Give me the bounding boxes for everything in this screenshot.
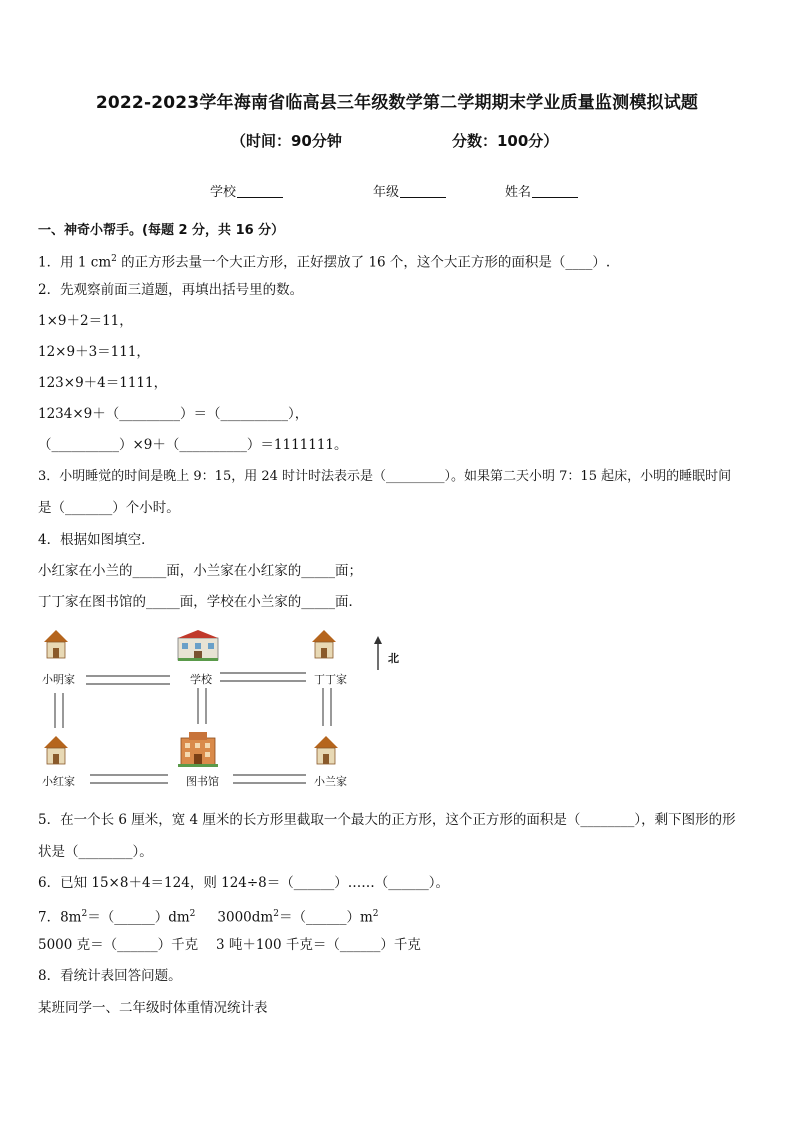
north-label: 北: [388, 652, 399, 665]
q7-b1-sup: 2: [273, 909, 279, 919]
question-2-stem: 2．先观察前面三道题，再填出括号里的数。: [38, 282, 304, 298]
name-blank[interactable]: [532, 185, 578, 198]
north-arrow: [374, 636, 382, 670]
school-label: 学校: [210, 185, 237, 200]
label-library: 图书馆: [186, 775, 219, 788]
q1-sup: 2: [111, 254, 117, 264]
school-building-icon: [178, 630, 218, 661]
question-3-line2: 是（_______）个小时。: [38, 500, 180, 516]
house-icon: [312, 630, 336, 658]
name-field: [505, 181, 578, 200]
school-field: [210, 181, 283, 200]
q7-b2-sup: 2: [372, 909, 379, 919]
q7-b1: 3000dm: [217, 909, 274, 926]
question-8-stem: 8．看统计表回答问题。: [38, 968, 182, 984]
section-heading: 一、神奇小帮手。(每题 2 分，共 16 分）: [38, 223, 285, 238]
question-1: [38, 250, 610, 272]
question-8-table-title: 某班同学一、二年级时体重情况统计表: [38, 1000, 268, 1016]
q7-a2: ＝（______）dm: [87, 909, 190, 926]
house-icon: [44, 736, 68, 764]
label-school: 学校: [190, 673, 212, 686]
library-building-icon: [178, 732, 218, 767]
grade-blank[interactable]: [400, 185, 446, 198]
grade-label: 年级: [373, 185, 400, 200]
house-icon: [44, 630, 68, 658]
question-2-line5: （__________）×9＋（__________）＝1111111。: [38, 437, 348, 453]
q1-text-b: 的正方形去量一个大正方形，正好摆放了 16 个，这个大正方形的面积是（____）.: [116, 254, 611, 271]
label-xiaolan-home: 小兰家: [314, 775, 347, 788]
label-xiaoming-home: 小明家: [42, 673, 75, 686]
q7-a1: 7．8m: [38, 909, 82, 926]
name-label: 姓名: [505, 185, 532, 200]
map-roads: [38, 628, 418, 798]
school-blank[interactable]: [237, 185, 283, 198]
grade-field: [373, 181, 446, 200]
question-4-line2: 丁丁家在图书馆的_____面，学校在小兰家的_____面．: [38, 594, 362, 610]
exam-time: （时间：90分钟: [231, 132, 342, 150]
q7-b2: ＝（______）m: [278, 909, 373, 926]
house-icon: [314, 736, 338, 764]
question-2-line3: 123×9＋4＝1111，: [38, 375, 168, 391]
question-4-stem: 4．根据如图填空．: [38, 532, 155, 548]
question-6: 6．已知 15×8＋4＝124，则 124÷8＝（______）……（______）。: [38, 875, 450, 891]
q7-a1-sup: 2: [81, 909, 88, 919]
question-7-line2: 5000 克＝（______）千克 3 吨＋100 千克＝（______）千克: [38, 937, 421, 953]
exam-score: 分数：100分）: [452, 132, 559, 150]
question-2-line1: 1×9＋2＝11，: [38, 313, 133, 329]
question-5-line2: 状是（________）。: [38, 844, 153, 860]
q7-a2-sup: 2: [189, 909, 196, 919]
q1-text-a: 1．用 1 cm: [38, 254, 112, 271]
label-xiaohong-home: 小红家: [42, 775, 75, 788]
label-dingding-home: 丁丁家: [314, 673, 347, 686]
question-7-line1: [38, 905, 379, 927]
page-title: 2022-2023学年海南省临高县三年级数学第二学期期末学业质量监测模拟试题: [95, 93, 699, 113]
question-5-line1: 5．在一个长 6 厘米，宽 4 厘米的长方形里截取一个最大的正方形，这个正方形的面积是（________），剩下图形的形: [38, 812, 736, 828]
question-3-line1: 3．小明睡觉的时间是晚上 9：15，用 24 时计时法表示是（_________）。如果第二天小明 7：15 起床，小明的睡眠时间: [38, 469, 732, 484]
question-2-line2: 12×9＋3＝111，: [38, 344, 150, 360]
question-4-line1: 小红家在小兰的_____面，小兰家在小红家的_____面；: [38, 563, 362, 579]
question-2-line4: 1234×9＋（_________）＝（__________），: [38, 406, 309, 422]
direction-map: [38, 628, 418, 798]
